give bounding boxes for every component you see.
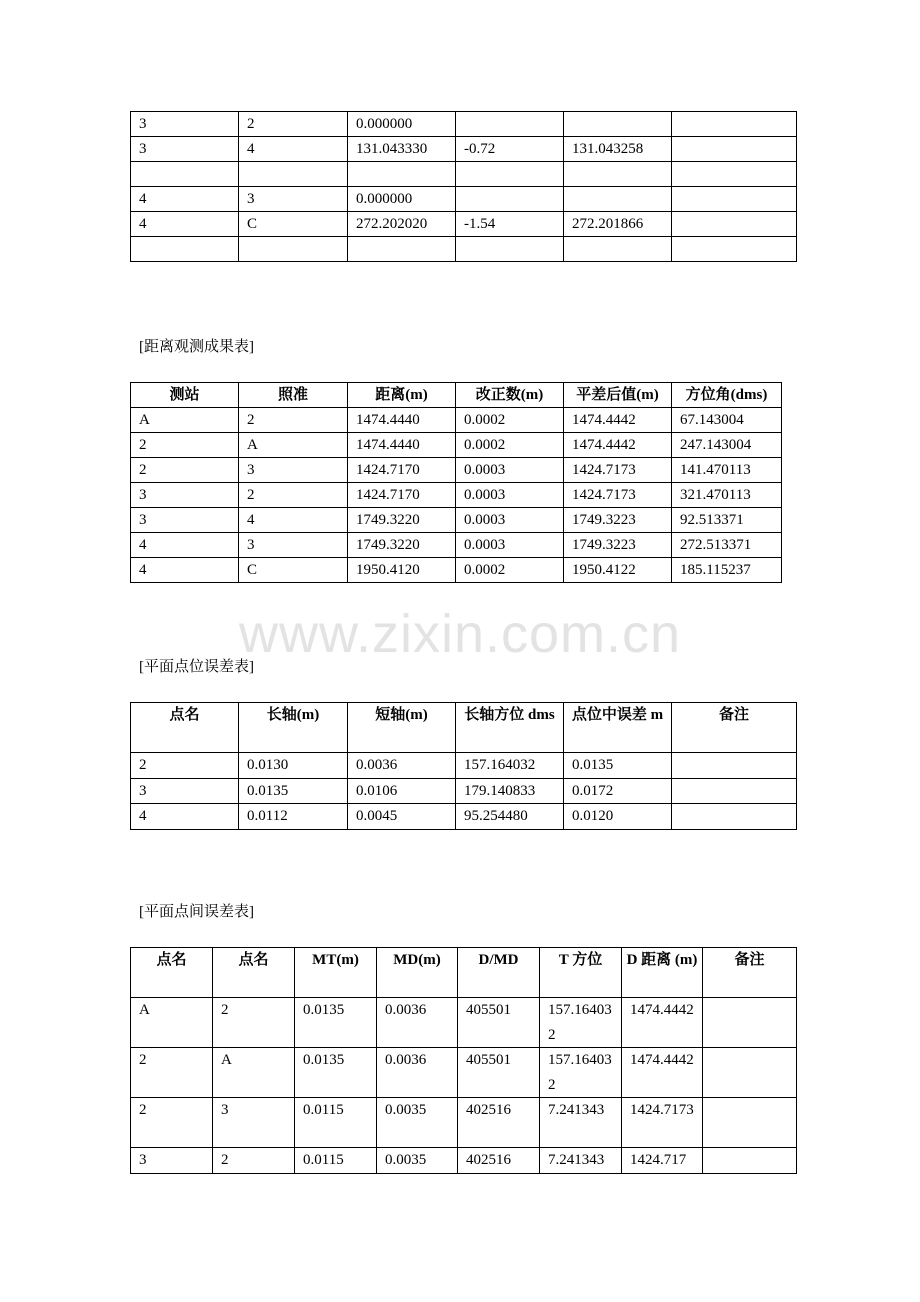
table-cell: 2	[131, 433, 239, 458]
table-cell: 0.0002	[456, 558, 564, 583]
table-cell: 0.0003	[456, 458, 564, 483]
table-cell	[703, 1098, 797, 1148]
table-cell: 405501	[458, 1048, 540, 1098]
table-cell: 321.470113	[672, 483, 782, 508]
column-header: D/MD	[458, 948, 540, 998]
table-cell: 185.115237	[672, 558, 782, 583]
table-cell: 157.164032	[540, 998, 622, 1048]
table-cell: 0.0036	[377, 1048, 458, 1098]
table-cell	[672, 804, 797, 830]
table-cell: 95.254480	[456, 804, 564, 830]
table-cell	[672, 237, 797, 262]
table-cell: 0.0135	[564, 753, 672, 779]
column-header: T 方位	[540, 948, 622, 998]
table-cell: 2	[131, 1048, 213, 1098]
table-row	[131, 408, 782, 433]
table-cell: 3	[131, 1148, 213, 1174]
table-cell: 3	[131, 483, 239, 508]
table-cell: 0.0002	[456, 408, 564, 433]
table-cell: 0.0035	[377, 1098, 458, 1148]
table-cell: 1749.3220	[348, 508, 456, 533]
table-row	[131, 112, 797, 137]
table-cell: 3	[131, 112, 239, 137]
table-cell: 1474.4442	[564, 408, 672, 433]
table-cell: 0.0045	[348, 804, 456, 830]
table-cell: 0.0115	[295, 1098, 377, 1148]
table-cell: 1474.4442	[622, 1048, 703, 1098]
table-cell	[131, 237, 239, 262]
table-cell: 179.140833	[456, 778, 564, 804]
table-cell: 1474.4440	[348, 433, 456, 458]
table-cell: 2	[131, 458, 239, 483]
table-cell: 0.0172	[564, 778, 672, 804]
table-cell: 0.0135	[295, 1048, 377, 1098]
table-cell	[348, 237, 456, 262]
table-cell: 0.0003	[456, 483, 564, 508]
table-cell	[703, 1148, 797, 1174]
table-cell: 157.164032	[456, 753, 564, 779]
table-cell	[348, 162, 456, 187]
table2-body	[131, 408, 782, 583]
table-cell: 4	[131, 187, 239, 212]
column-header: MD(m)	[377, 948, 458, 998]
table-cell	[564, 112, 672, 137]
table-cell: 3	[239, 458, 348, 483]
column-header: 点位中误差 m	[564, 703, 672, 753]
table-cell: 1424.7173	[622, 1098, 703, 1148]
table-cell: 1474.4442	[622, 998, 703, 1048]
table-cell: 405501	[458, 998, 540, 1048]
table-cell: A	[131, 998, 213, 1048]
table-cell: 0.0115	[295, 1148, 377, 1174]
table-header-row	[131, 948, 797, 998]
table-cell: 2	[131, 1098, 213, 1148]
table-row	[131, 1148, 797, 1174]
table-cell: 2	[213, 1148, 295, 1174]
table-row	[131, 804, 797, 830]
table-cell: 131.043330	[348, 137, 456, 162]
table-cell: 0.000000	[348, 112, 456, 137]
table-row	[131, 137, 797, 162]
table-cell	[564, 187, 672, 212]
table-cell: 0.0003	[456, 508, 564, 533]
table-cell	[131, 162, 239, 187]
table-cell: 2	[239, 112, 348, 137]
table-row	[131, 433, 782, 458]
table-header-row	[131, 703, 797, 753]
table-cell	[672, 187, 797, 212]
column-header: 距离(m)	[348, 383, 456, 408]
table-row	[131, 778, 797, 804]
table-cell: 0.0002	[456, 433, 564, 458]
table-cell: 0.000000	[348, 187, 456, 212]
table-cell: 1950.4122	[564, 558, 672, 583]
table-cell: 4	[131, 558, 239, 583]
column-header: MT(m)	[295, 948, 377, 998]
table-cell: 3	[131, 508, 239, 533]
table-row	[131, 483, 782, 508]
table-cell: 1474.4440	[348, 408, 456, 433]
watermark: www.zixin.com.cn	[238, 604, 682, 664]
column-header: 平差后值(m)	[564, 383, 672, 408]
table-cell: 3	[131, 778, 239, 804]
table-cell: 0.0112	[239, 804, 348, 830]
table-cell: 2	[131, 753, 239, 779]
angle-observation-table-continued	[130, 111, 797, 262]
table-cell: 131.043258	[564, 137, 672, 162]
inter-point-error-table-caption: [平面点间误差表]	[139, 904, 254, 920]
distance-observation-table	[130, 382, 782, 583]
table-cell: 272.202020	[348, 212, 456, 237]
table-cell: 402516	[458, 1148, 540, 1174]
table-row	[131, 237, 797, 262]
table-cell: 0.0106	[348, 778, 456, 804]
table-row	[131, 753, 797, 779]
table-cell: C	[239, 212, 348, 237]
table-row	[131, 187, 797, 212]
column-header: 改正数(m)	[456, 383, 564, 408]
column-header: 照准	[239, 383, 348, 408]
table-cell: 157.164032	[540, 1048, 622, 1098]
table-cell: 1424.717	[622, 1148, 703, 1174]
table-cell	[672, 753, 797, 779]
table-row	[131, 1048, 797, 1098]
table-cell	[703, 998, 797, 1048]
table-cell: 1749.3220	[348, 533, 456, 558]
table1-body	[131, 112, 797, 262]
table-cell: 3	[131, 137, 239, 162]
point-position-error-table	[130, 702, 797, 830]
table-cell: 0.0003	[456, 533, 564, 558]
table-cell: 1749.3223	[564, 533, 672, 558]
column-header: 备注	[703, 948, 797, 998]
table-cell: 3	[239, 187, 348, 212]
table-cell: 4	[131, 212, 239, 237]
table-cell: 4	[239, 137, 348, 162]
table-cell	[564, 237, 672, 262]
table-cell: 1424.7170	[348, 483, 456, 508]
table-cell	[239, 162, 348, 187]
table-cell: 0.0035	[377, 1148, 458, 1174]
table-cell	[672, 778, 797, 804]
table-cell: 4	[131, 804, 239, 830]
table-cell: 3	[213, 1098, 295, 1148]
table-cell: 2	[239, 408, 348, 433]
table-cell	[703, 1048, 797, 1098]
table-cell: A	[213, 1048, 295, 1098]
table-cell	[672, 212, 797, 237]
table-cell: 7.241343	[540, 1148, 622, 1174]
table-cell: 1424.7170	[348, 458, 456, 483]
table-row	[131, 1098, 797, 1148]
table-cell: A	[239, 433, 348, 458]
point-error-table-caption: [平面点位误差表]	[139, 659, 254, 675]
table-cell: 2	[213, 998, 295, 1048]
table-cell: 1749.3223	[564, 508, 672, 533]
table-cell: 7.241343	[540, 1098, 622, 1148]
table-cell: 1424.7173	[564, 458, 672, 483]
table-cell: 1424.7173	[564, 483, 672, 508]
column-header: 短轴(m)	[348, 703, 456, 753]
table-cell: 0.0135	[239, 778, 348, 804]
table-cell	[672, 162, 797, 187]
table-cell	[456, 162, 564, 187]
table4-body	[131, 998, 797, 1174]
table-cell: 141.470113	[672, 458, 782, 483]
column-header: 点名	[213, 948, 295, 998]
table-cell: 272.201866	[564, 212, 672, 237]
table-cell: 1474.4442	[564, 433, 672, 458]
table-cell: 0.0036	[377, 998, 458, 1048]
table-row	[131, 533, 782, 558]
table-cell: A	[131, 408, 239, 433]
table-cell	[672, 137, 797, 162]
table-row	[131, 458, 782, 483]
table-cell: 0.0130	[239, 753, 348, 779]
table-cell: 92.513371	[672, 508, 782, 533]
table-cell: 1950.4120	[348, 558, 456, 583]
table-row	[131, 508, 782, 533]
column-header: 备注	[672, 703, 797, 753]
table3-body	[131, 753, 797, 830]
table-cell: 0.0120	[564, 804, 672, 830]
table-cell	[239, 237, 348, 262]
table-row	[131, 162, 797, 187]
table-cell: 402516	[458, 1098, 540, 1148]
column-header: 点名	[131, 703, 239, 753]
table-cell: 2	[239, 483, 348, 508]
table-cell: 4	[131, 533, 239, 558]
table-cell: 67.143004	[672, 408, 782, 433]
table-row	[131, 212, 797, 237]
table-cell	[456, 112, 564, 137]
column-header: 测站	[131, 383, 239, 408]
table-header-row	[131, 383, 782, 408]
table-cell: 3	[239, 533, 348, 558]
table-cell: C	[239, 558, 348, 583]
column-header: D 距离 (m)	[622, 948, 703, 998]
table-row	[131, 998, 797, 1048]
table-cell: -0.72	[456, 137, 564, 162]
table-cell: 0.0036	[348, 753, 456, 779]
column-header: 长轴方位 dms	[456, 703, 564, 753]
table-cell	[672, 112, 797, 137]
table-cell	[564, 162, 672, 187]
column-header: 方位角(dms)	[672, 383, 782, 408]
table-cell	[456, 187, 564, 212]
distance-table-caption: [距离观测成果表]	[139, 339, 254, 355]
table-cell: 272.513371	[672, 533, 782, 558]
table-row	[131, 558, 782, 583]
table-cell: 0.0135	[295, 998, 377, 1048]
column-header: 长轴(m)	[239, 703, 348, 753]
table-cell: 247.143004	[672, 433, 782, 458]
table-cell: -1.54	[456, 212, 564, 237]
column-header: 点名	[131, 948, 213, 998]
table-cell	[456, 237, 564, 262]
table-cell: 4	[239, 508, 348, 533]
inter-point-error-table	[130, 947, 797, 1174]
